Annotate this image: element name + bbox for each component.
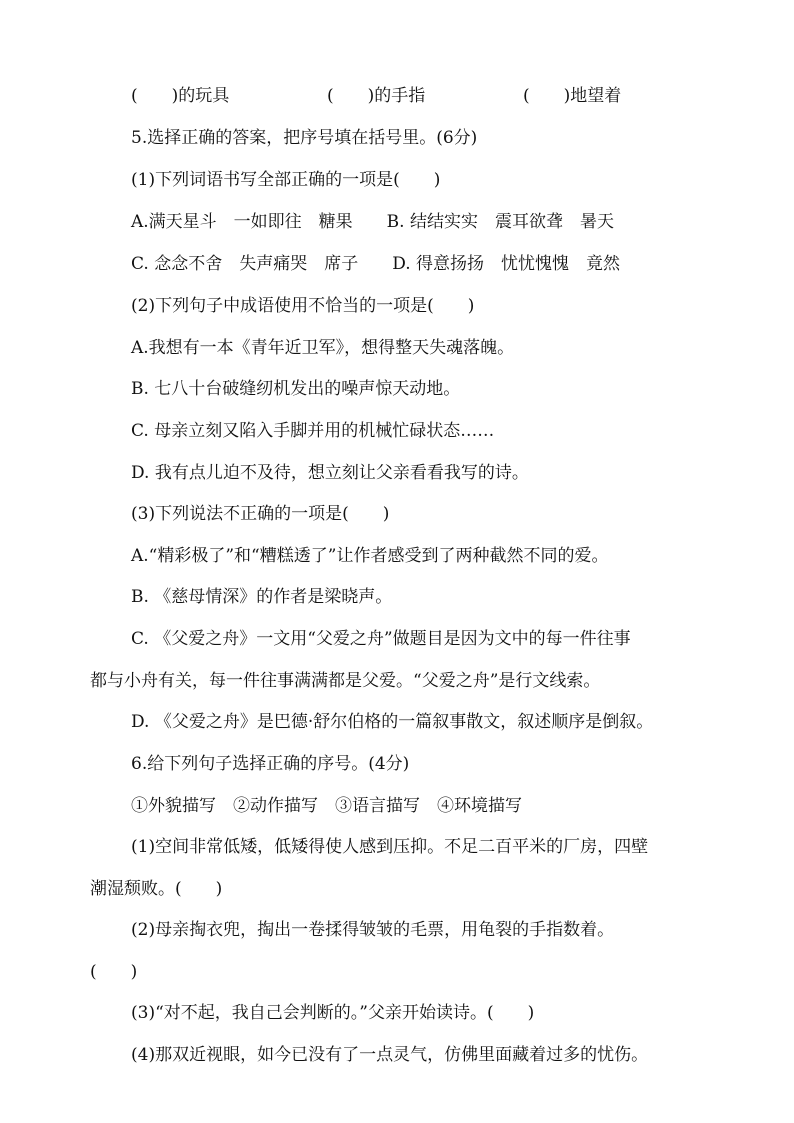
question-5-title: 5.选择正确的答案，把序号填在括号里。(6分)	[131, 128, 478, 148]
blank-toy: ( )的玩具	[131, 86, 230, 106]
q5-sub3-question: (3)下列说法不正确的一项是( )	[131, 504, 390, 524]
q5-sub2-option-a: A.我想有一本《青年近卫军》，想得整天失魂落魄。	[131, 338, 515, 358]
q5-sub3-option-c-line2: 都与小舟有关，每一件往事满满都是父爱。“父爱之舟”是行文线索。	[90, 671, 601, 691]
q5-sub1-options-ab: A.满天星斗 一如即往 糖果 B. 结结实实 震耳欲聋 暑天	[131, 212, 614, 232]
q5-sub3-option-b: B. 《慈母情深》的作者是梁晓声。	[131, 587, 393, 607]
q6-sentence-1-line2: 潮湿颓败。( )	[90, 879, 223, 899]
q6-sentence-4: (4)那双近视眼，如今已没有了一点灵气，仿佛里面藏着过多的忧伤。	[131, 1045, 649, 1065]
blank-gaze: ( )地望着	[523, 86, 622, 106]
q5-sub2-option-c: C. 母亲立刻又陷入手脚并用的机械忙碌状态……	[131, 421, 495, 441]
q5-sub2-question: (2)下列句子中成语使用不恰当的一项是( )	[131, 296, 475, 316]
q6-sentence-2-line2: ( )	[90, 962, 138, 982]
q6-sentence-1-line1: (1)空间非常低矮，低矮得使人感到压抑。不足二百平米的厂房，四壁	[131, 837, 649, 857]
q5-sub1-question: (1)下列词语书写全部正确的一项是( )	[131, 170, 441, 190]
q6-sentence-2-line1: (2)母亲掏衣兜，掏出一卷揉得皱皱的毛票，用龟裂的手指数着。	[131, 920, 615, 940]
blank-finger: ( )的手指	[327, 86, 426, 106]
q5-sub3-option-d: D. 《父爱之舟》是巴德·舒尔伯格的一篇叙事散文，叙述顺序是倒叙。	[131, 712, 654, 732]
q5-sub2-option-b: B. 七八十台破缝纫机发出的噪声惊天动地。	[131, 379, 461, 399]
question-6-title: 6.给下列句子选择正确的序号。(4分)	[131, 754, 410, 774]
q5-sub3-option-a: A.“精彩极了”和“糟糕透了”让作者感受到了两种截然不同的爱。	[131, 546, 609, 566]
q6-choices: ①外貌描写 ②动作描写 ③语言描写 ④环境描写	[131, 796, 522, 816]
q5-sub1-options-cd: C. 念念不舍 失声痛哭 席子 D. 得意扬扬 忧忧愧愧 竟然	[131, 254, 621, 274]
top-blanks-row	[0, 84, 794, 108]
q6-sentence-3: (3)“对不起，我自己会判断的。”父亲开始读诗。( )	[131, 1003, 535, 1023]
q5-sub3-option-c-line1: C. 《父爱之舟》一文用“父爱之舟”做题目是因为文中的每一件往事	[131, 629, 631, 649]
q5-sub2-option-d: D. 我有点儿迫不及待，想立刻让父亲看看我写的诗。	[131, 463, 529, 483]
